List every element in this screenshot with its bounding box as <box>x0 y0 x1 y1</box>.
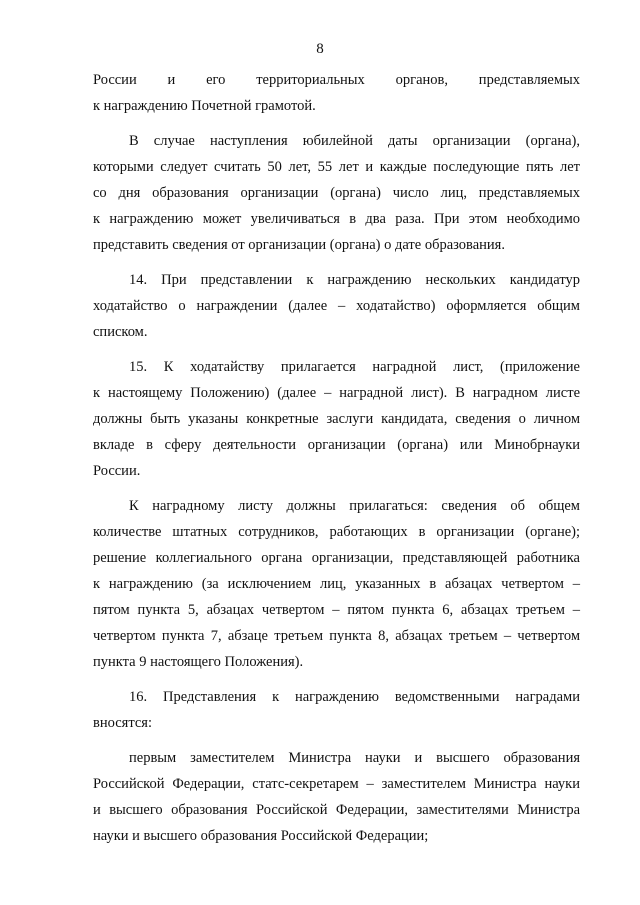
text-line: и высшего образования Российской Федерации, заместителями Министра <box>93 802 580 818</box>
text-line: количестве штатных сотрудников, работающих в организации (органе); <box>93 524 580 540</box>
text-line: должны быть указаны конкретные заслуги кандидата, сведения о личном <box>93 411 580 427</box>
text-line: 16. Представления к награждению ведомственными наградами <box>129 689 580 705</box>
text-line: 15. К ходатайству прилагается наградной лист, (приложение <box>129 359 580 375</box>
text-line: 14. При представлении к награждению нескольких кандидатур <box>129 272 580 288</box>
paragraph <box>93 684 580 736</box>
text-line: К наградному листу должны прилагаться: сведения об общем <box>129 498 580 514</box>
text-line: России. <box>93 463 141 479</box>
text-line: представить сведения от организации (органа) о дате образования. <box>93 237 505 253</box>
text-line: вносятся: <box>93 715 152 731</box>
text-line: к награждению может увеличиваться в два раза. При этом необходимо <box>93 211 580 227</box>
text-line: науки и высшего образования Российской Федерации; <box>93 828 429 844</box>
text-line: к награждению (за исключением лиц, указанных в абзацах четвертом – <box>93 576 580 592</box>
page-number: 8 <box>316 41 324 57</box>
text-line: пункта 9 настоящего Положения). <box>93 654 304 670</box>
text-line: списком. <box>93 324 148 340</box>
text-line: четвертом пункта 7, абзаце третьем пункта 8, абзацах третьем – четвертом <box>93 628 580 644</box>
text-line: к настоящему Положению) (далее – наградной лист). В наградном листе <box>93 385 580 401</box>
paragraph <box>93 267 580 345</box>
text-line: первым заместителем Министра науки и высшего образования <box>129 750 580 766</box>
text-line: к награждению Почетной грамотой. <box>93 98 316 114</box>
paragraph <box>93 67 580 119</box>
paragraph <box>93 354 580 484</box>
body-text <box>93 67 580 849</box>
text-line: которыми следует считать 50 лет, 55 лет и каждые последующие пять лет <box>93 159 580 175</box>
paragraph <box>93 128 580 258</box>
text-line: со дня образования организации (органа) число лиц, представляемых <box>93 185 580 201</box>
text-line: вкладе в сферу деятельности организации (органа) или Минобрнауки <box>93 437 580 453</box>
text-line: ходатайство о награждении (далее – ходатайство) оформляется общим <box>93 298 580 314</box>
text-line: Российской Федерации, статс-секретарем – заместителем Министра науки <box>93 776 580 792</box>
text-line: решение коллегиального органа организации, представляющей работника <box>93 550 580 566</box>
text-line: России и его территориальных органов, представляемых <box>93 72 580 88</box>
text-line: пятом пункта 5, абзацах четвертом – пятом пункта 6, абзацах третьем – <box>93 602 580 618</box>
paragraph <box>93 493 580 675</box>
paragraph <box>93 745 580 849</box>
text-line: В случае наступления юбилейной даты организации (органа), <box>129 133 580 149</box>
